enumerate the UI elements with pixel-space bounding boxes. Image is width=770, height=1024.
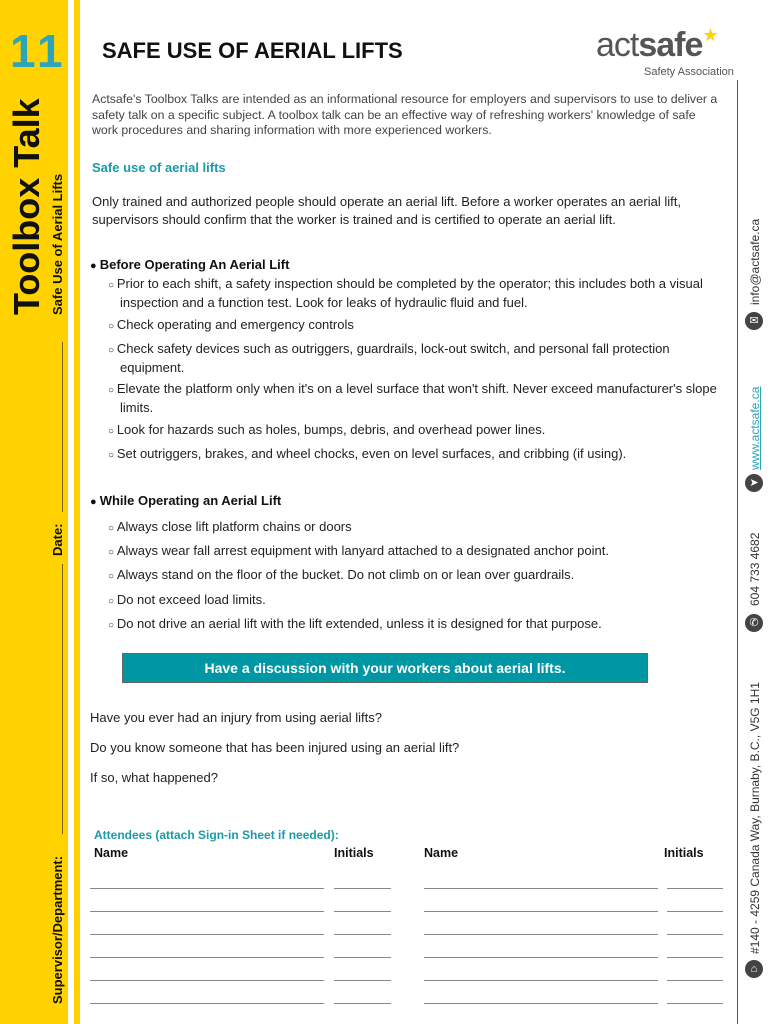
initials-signin-line[interactable] xyxy=(334,888,391,889)
list-item: ○ Do not exceed load limits. xyxy=(100,591,732,610)
name-signin-line[interactable] xyxy=(90,934,324,935)
initials-signin-line[interactable] xyxy=(334,1003,391,1004)
contact-phone: 604 733 4682 xyxy=(748,532,762,606)
initials-signin-line[interactable] xyxy=(667,911,723,912)
initials-signin-line[interactable] xyxy=(334,980,391,981)
initials-signin-line[interactable] xyxy=(667,980,723,981)
name-signin-line[interactable] xyxy=(424,980,658,981)
sidebar-rule xyxy=(74,0,80,1024)
list-item: ○ Always close lift platform chains or doors xyxy=(100,518,732,537)
question: Do you know someone that has been injured using an aerial lift? xyxy=(90,740,460,755)
sidebar-subtitle: Safe Use of Aerial Lifts xyxy=(50,173,65,315)
initials-signin-line[interactable] xyxy=(334,957,391,958)
right-divider xyxy=(737,80,738,1024)
discussion-banner: Have a discussion with your workers about aerial lifts. xyxy=(122,653,648,683)
name-signin-line[interactable] xyxy=(90,980,324,981)
mail-icon: ✉ xyxy=(745,312,763,330)
initials-signin-line[interactable] xyxy=(667,957,723,958)
name-signin-line[interactable] xyxy=(424,934,658,935)
list-item: ○ Elevate the platform only when it's on a level surface that won't shift. Never exceed manufacturer's slope limits. xyxy=(100,380,732,416)
contact-address: #140 - 4259 Canada Way, Burnaby, B.C., V5G 1H1 xyxy=(748,682,762,954)
list-item: ○ Look for hazards such as holes, bumps, debris, and overhead power lines. xyxy=(100,421,732,440)
website-link[interactable]: www.actsafe.ca xyxy=(748,386,762,470)
supervisor-field[interactable] xyxy=(50,564,63,834)
intro-text: Actsafe's Toolbox Talks are intended as an informational resource for employers and supervisors to use to deliver a safety talk on a specific subject. A toolbox talk can be an effective way of refreshing workers' knowledge of safe work procedures and sharing information with more experienced workers. xyxy=(92,92,718,137)
star-icon: ★ xyxy=(702,25,719,45)
question: If so, what happened? xyxy=(90,770,218,785)
talk-number: 11 xyxy=(10,25,67,77)
sidebar-rotated xyxy=(0,0,68,1024)
initials-signin-line[interactable] xyxy=(667,888,723,889)
before-heading: ● Before Operating An Aerial Lift xyxy=(90,257,289,274)
name-signin-line[interactable] xyxy=(424,1003,658,1004)
list-item: ○ Do not drive an aerial lift with the lift extended, unless it is designed for that purpose. xyxy=(100,615,732,634)
name-signin-line[interactable] xyxy=(90,888,324,889)
name-header: Name xyxy=(94,846,129,860)
supervisor-label: Supervisor/Department: xyxy=(50,855,65,1004)
name-signin-line[interactable] xyxy=(424,888,658,889)
intro-paragraph: Only trained and authorized people should operate an aerial lift. Before a worker operates an aerial lift, supervisors should confirm that the worker is trained and is certified to operate an aerial lift. xyxy=(92,194,681,227)
list-item: ○ Check safety devices such as outriggers, guardrails, lock-out switch, and personal fall protection equipment. xyxy=(100,340,732,376)
logo-safe: safe xyxy=(638,26,703,64)
name-signin-line[interactable] xyxy=(90,1003,324,1004)
list-item: ○ Set outriggers, brakes, and wheel chocks, even on level surfaces, and cribbing (if using). xyxy=(100,445,732,464)
home-icon: ⌂ xyxy=(745,960,763,978)
attendees-label: Attendees (attach Sign-in Sheet if needed): xyxy=(94,828,339,842)
date-label: Date: xyxy=(50,523,65,556)
list-item: ○ Always stand on the floor of the bucket. Do not climb on or lean over guardrails. xyxy=(100,566,732,585)
name-signin-line[interactable] xyxy=(424,911,658,912)
name-signin-line[interactable] xyxy=(90,911,324,912)
logo-act: act xyxy=(596,26,639,64)
series-title: Toolbox Talk xyxy=(6,98,47,315)
actsafe-logo xyxy=(596,26,736,86)
initials-header: Initials xyxy=(664,846,704,860)
page-title: SAFE USE OF AERIAL LIFTS xyxy=(102,38,403,63)
question: Have you ever had an injury from using aerial lifts? xyxy=(90,710,382,725)
name-signin-line[interactable] xyxy=(424,957,658,958)
phone-icon: ✆ xyxy=(745,614,763,632)
while-heading: ● While Operating an Aerial Lift xyxy=(90,493,281,510)
logo-mark xyxy=(596,26,719,64)
section-heading: Safe use of aerial lifts xyxy=(92,160,226,175)
contact-email[interactable]: info@actsafe.ca xyxy=(748,218,762,305)
name-signin-line[interactable] xyxy=(90,957,324,958)
compass-icon: ➤ xyxy=(745,474,763,492)
initials-signin-line[interactable] xyxy=(667,1003,723,1004)
initials-header: Initials xyxy=(334,846,374,860)
date-field[interactable] xyxy=(50,342,63,512)
initials-signin-line[interactable] xyxy=(334,934,391,935)
initials-signin-line[interactable] xyxy=(667,934,723,935)
initials-signin-line[interactable] xyxy=(334,911,391,912)
list-item: ○ Check operating and emergency controls xyxy=(100,316,732,335)
contact-strip xyxy=(740,0,770,1024)
name-header: Name xyxy=(424,846,459,860)
list-item: ○ Prior to each shift, a safety inspection should be completed by the operator; this includes both a visual inspection and a function test. Look for leaks of hydraulic fluid and fuel. xyxy=(100,275,732,311)
logo-tagline: Safety Association xyxy=(644,66,734,78)
list-item: ○ Always wear fall arrest equipment with lanyard attached to a designated anchor point. xyxy=(100,542,732,561)
